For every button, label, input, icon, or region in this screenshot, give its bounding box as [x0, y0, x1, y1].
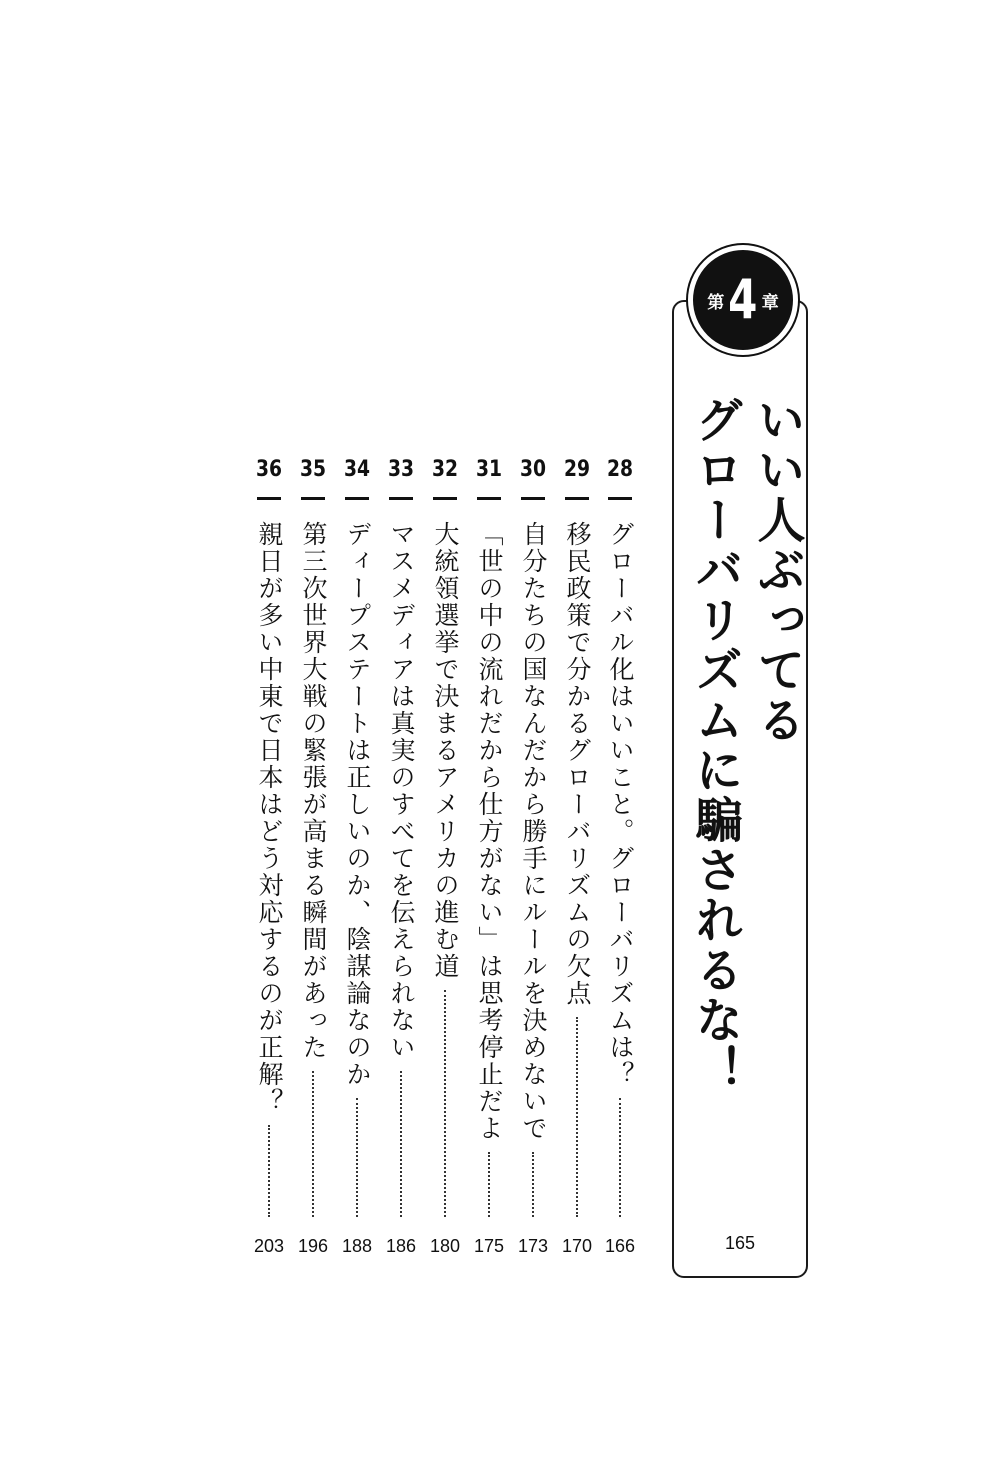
toc-entry[interactable]: [423, 457, 467, 1257]
toc-entry[interactable]: [247, 457, 291, 1257]
dot-leader: [444, 990, 446, 1217]
dot-leader: [400, 1071, 402, 1217]
entry-page-number: 173: [517, 1236, 549, 1256]
entry-page-number: 170: [561, 1236, 593, 1256]
entry-title: 移民政策で分かるグローバリズムの欠点: [563, 521, 592, 1007]
dot-leader: [619, 1098, 621, 1217]
entry-title: 「世の中の流れだから仕方がない」は思考停止だよ: [475, 521, 504, 1142]
entry-page-number: 186: [385, 1236, 417, 1256]
entry-number: 28: [606, 457, 634, 482]
chapter-prefix: 第: [707, 292, 725, 313]
entry-number: 35: [299, 457, 327, 482]
entry-dash: [477, 497, 501, 500]
entry-dash: [521, 497, 545, 500]
entry-number: 32: [431, 457, 459, 482]
toc-entry[interactable]: [511, 457, 555, 1257]
entry-number: 29: [563, 457, 591, 482]
entry-dash: [389, 497, 413, 500]
chapter-title-line-2: グローバリズムに騙されるな！: [687, 395, 743, 1095]
chapter-page-number: 165: [724, 1233, 756, 1253]
dot-leader: [312, 1071, 314, 1217]
entry-dash: [565, 497, 589, 500]
entry-dash: [345, 497, 369, 500]
dot-leader: [576, 1017, 578, 1217]
toc-entry[interactable]: [467, 457, 511, 1257]
dot-leader: [532, 1152, 534, 1217]
toc-entry[interactable]: [335, 457, 379, 1257]
chapter-badge: [688, 245, 798, 355]
entry-page-number: 188: [341, 1236, 373, 1256]
dot-leader: [268, 1125, 270, 1217]
entry-page-number: 196: [297, 1236, 329, 1256]
chapter-number: 4: [728, 268, 758, 331]
chapter-title-line-1: いい人ぶってる: [749, 395, 805, 745]
entry-dash: [257, 497, 281, 500]
entry-title: 第三次世界大戦の緊張が高まる瞬間があった: [299, 521, 328, 1061]
entry-number: 30: [519, 457, 547, 482]
entry-title: マスメディアは真実のすべてを伝えられない: [387, 521, 416, 1061]
dot-leader: [488, 1152, 490, 1217]
entry-dash: [433, 497, 457, 500]
entry-dash: [608, 497, 632, 500]
chapter-suffix: 章: [761, 292, 779, 313]
entry-number: 36: [255, 457, 283, 482]
entry-title: 親日が多い中東で日本はどう対応するのが正解？: [255, 521, 284, 1115]
entry-page-number: 166: [604, 1236, 636, 1256]
entry-title: グローバル化はいいこと。グローバリズムは？: [606, 521, 635, 1088]
toc-entry[interactable]: [379, 457, 423, 1257]
entry-number: 31: [475, 457, 503, 482]
entry-title: 自分たちの国なんだから勝手にルールを決めないで: [519, 521, 548, 1142]
dot-leader: [356, 1098, 358, 1217]
entry-page-number: 180: [429, 1236, 461, 1256]
entry-page-number: 203: [253, 1236, 285, 1256]
toc-entry[interactable]: [555, 457, 599, 1257]
entry-title: ディープステートは正しいのか、陰謀論なのか: [343, 521, 372, 1088]
toc-entry[interactable]: [598, 457, 642, 1257]
entry-number: 33: [387, 457, 415, 482]
entry-title: 大統領選挙で決まるアメリカの進む道: [431, 521, 460, 980]
entry-dash: [301, 497, 325, 500]
entry-page-number: 175: [473, 1236, 505, 1256]
entry-number: 34: [343, 457, 371, 482]
toc-entry[interactable]: [291, 457, 335, 1257]
